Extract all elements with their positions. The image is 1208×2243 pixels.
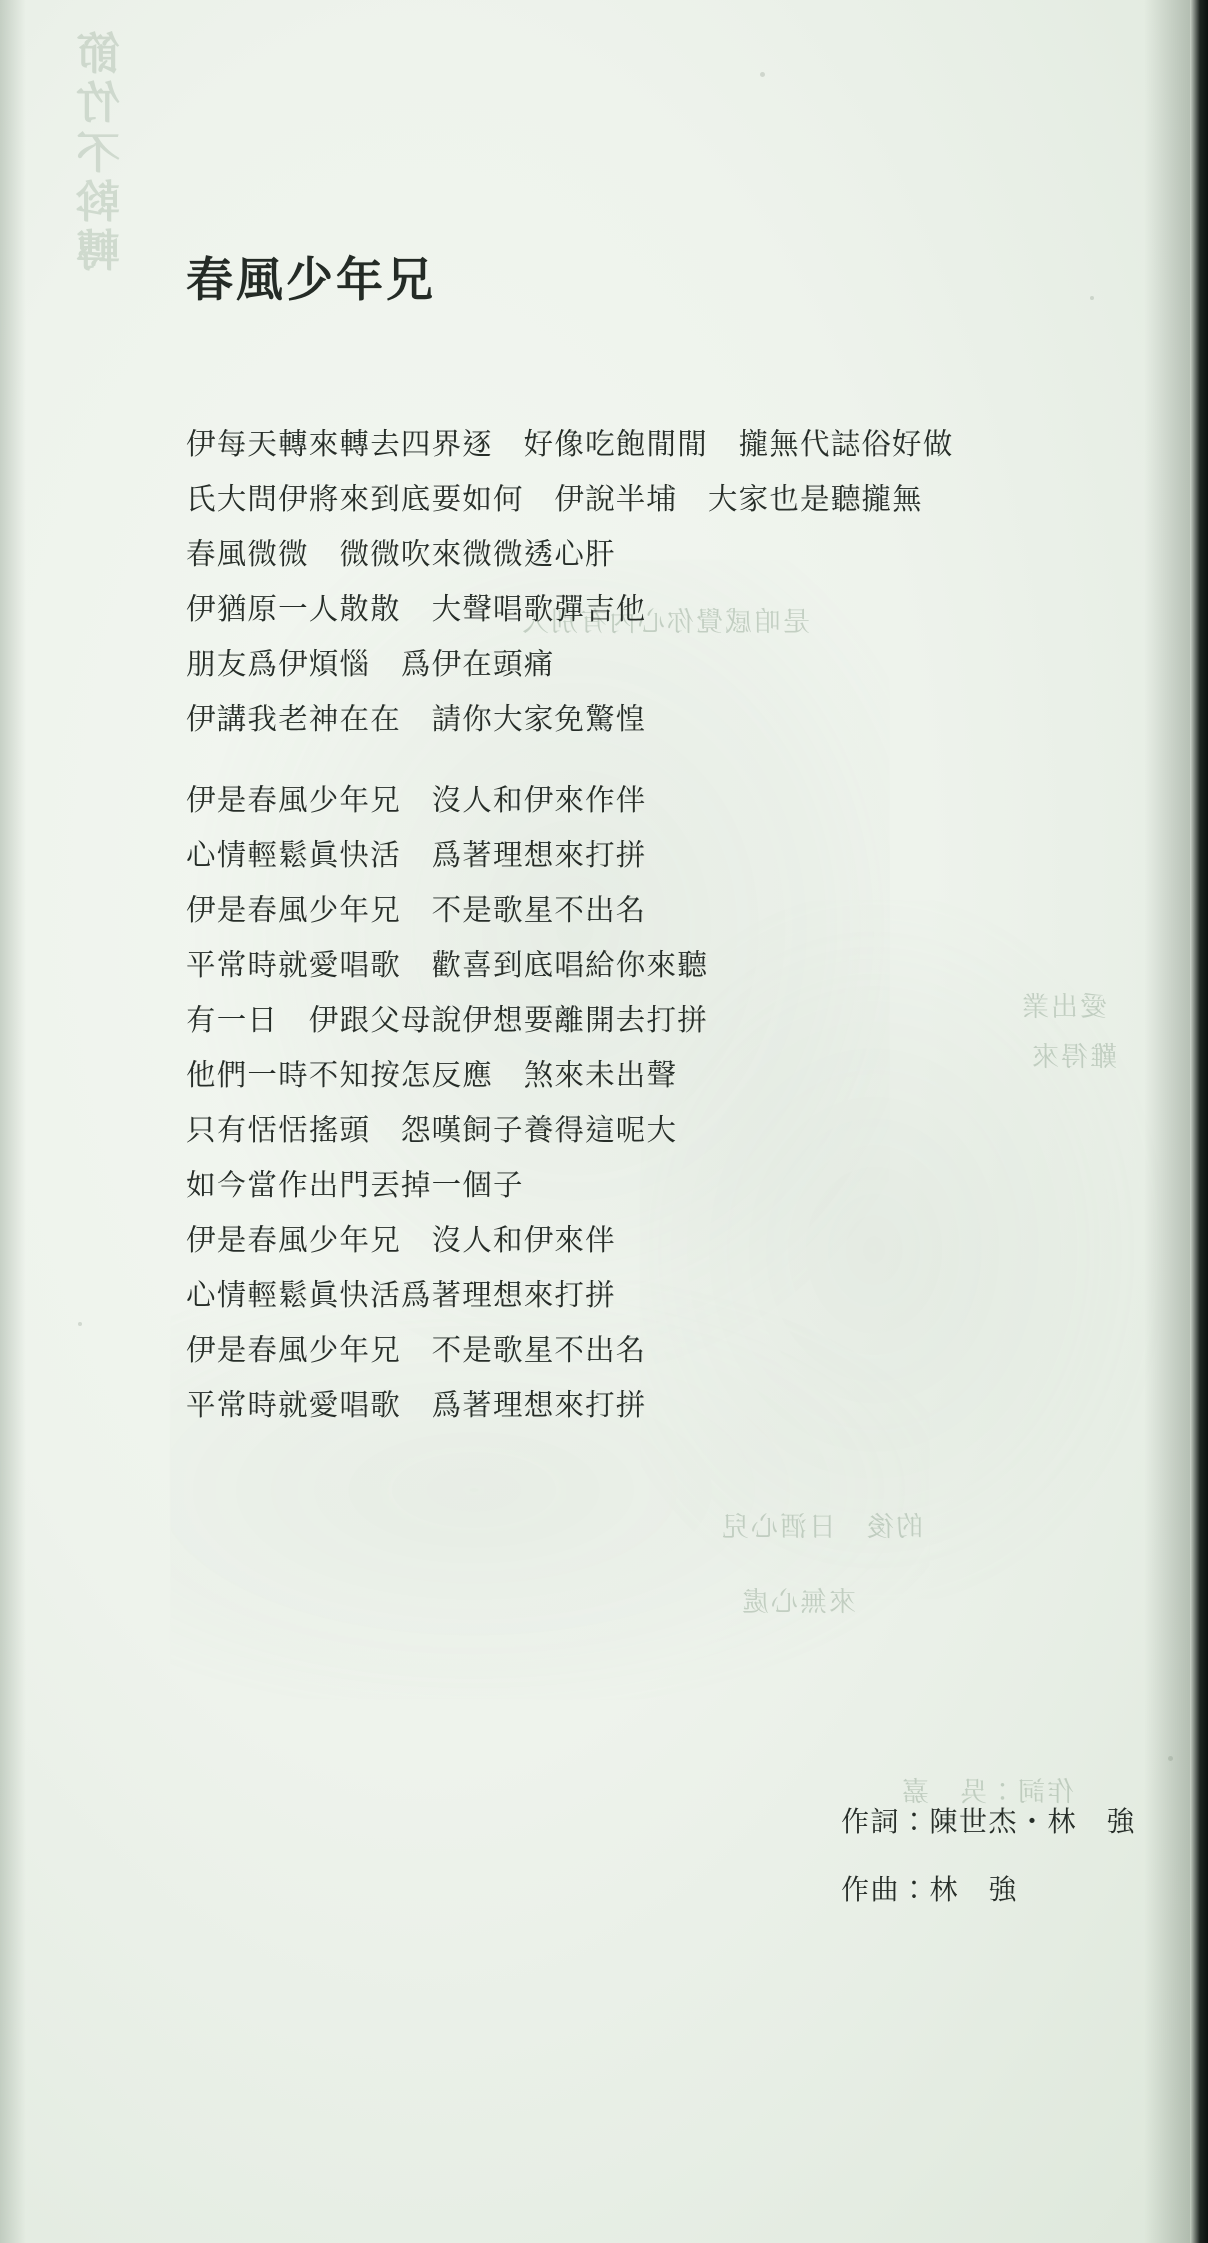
page-gutter <box>1190 0 1208 2243</box>
lyric-line: 如今當作出門丟掉一個子 <box>186 1168 524 1202</box>
lyric-line: 平常時就愛唱歌 歡喜到底唱給你來聽 <box>186 948 708 982</box>
showthrough-line-2: 愛出業 <box>1020 992 1107 1023</box>
lyric-line: 伊是春風少年兄 沒人和伊來伴 <box>186 1223 616 1257</box>
lyric-line: 朋友爲伊煩惱 爲伊在頭痛 <box>186 647 555 681</box>
showthrough-title: 節竹不斡轉 <box>75 29 120 278</box>
page-title: 春風少年兄 <box>186 253 436 309</box>
lyric-line: 伊是春風少年兄 不是歌星不出名 <box>186 893 647 927</box>
lyric-line: 氏大問伊將來到底要如何 伊說半埔 大家也是聽攏無 <box>186 482 923 516</box>
lyric-line: 伊講我老神在在 請你大家免驚惶 <box>186 702 647 736</box>
lyric-line: 伊是春風少年兄 不是歌星不出名 <box>186 1333 647 1367</box>
lyric-line: 伊每天轉來轉去四界逐 好像吃飽閒閒 攏無代誌俗好做 <box>186 427 954 461</box>
paper-speck <box>1090 296 1094 300</box>
lyric-line: 有一日 伊跟父母說伊想要離開去打拼 <box>186 1003 708 1037</box>
lyric-line: 伊猶原一人散散 大聲唱歌彈吉他 <box>186 592 647 626</box>
credits-block <box>841 1800 1136 1936</box>
page-left-edge <box>0 0 26 2243</box>
lyrics-block <box>186 427 1166 1446</box>
page-gutter-shadow <box>1144 0 1190 2243</box>
lyric-line: 心情輕鬆眞快活爲著理想來打拼 <box>186 1278 616 1312</box>
lyric-line: 平常時就愛唱歌 爲著理想來打拼 <box>186 1388 647 1422</box>
showthrough-line-4: 的後 日酒心兒 <box>720 1512 923 1543</box>
lyric-line: 他們一時不知按怎反應 煞來未出聲 <box>186 1058 678 1092</box>
showthrough-line-5: 來無心處 <box>740 1587 856 1618</box>
lyricist-credit: 作詞：陳世杰・林 強 <box>840 1805 1136 1838</box>
paper-speck <box>760 72 765 77</box>
paper-speck <box>78 1322 82 1326</box>
lyric-line: 伊是春風少年兄 沒人和伊來作伴 <box>186 783 647 817</box>
showthrough-line-1: 是咱感覺你心內有別人 <box>520 607 810 638</box>
showthrough-line-3: 難得來 <box>1030 1042 1117 1073</box>
lyric-line: 春風微微 微微吹來微微透心肝 <box>186 537 616 571</box>
showthrough-line-6: 作詞：吳 嘉 <box>900 1777 1074 1808</box>
lyric-line: 心情輕鬆眞快活 爲著理想來打拼 <box>186 838 647 872</box>
lyric-line: 只有恬恬搖頭 怨嘆飼子養得這呢大 <box>186 1113 678 1147</box>
composer-credit: 作曲：林 強 <box>840 1873 1018 1906</box>
